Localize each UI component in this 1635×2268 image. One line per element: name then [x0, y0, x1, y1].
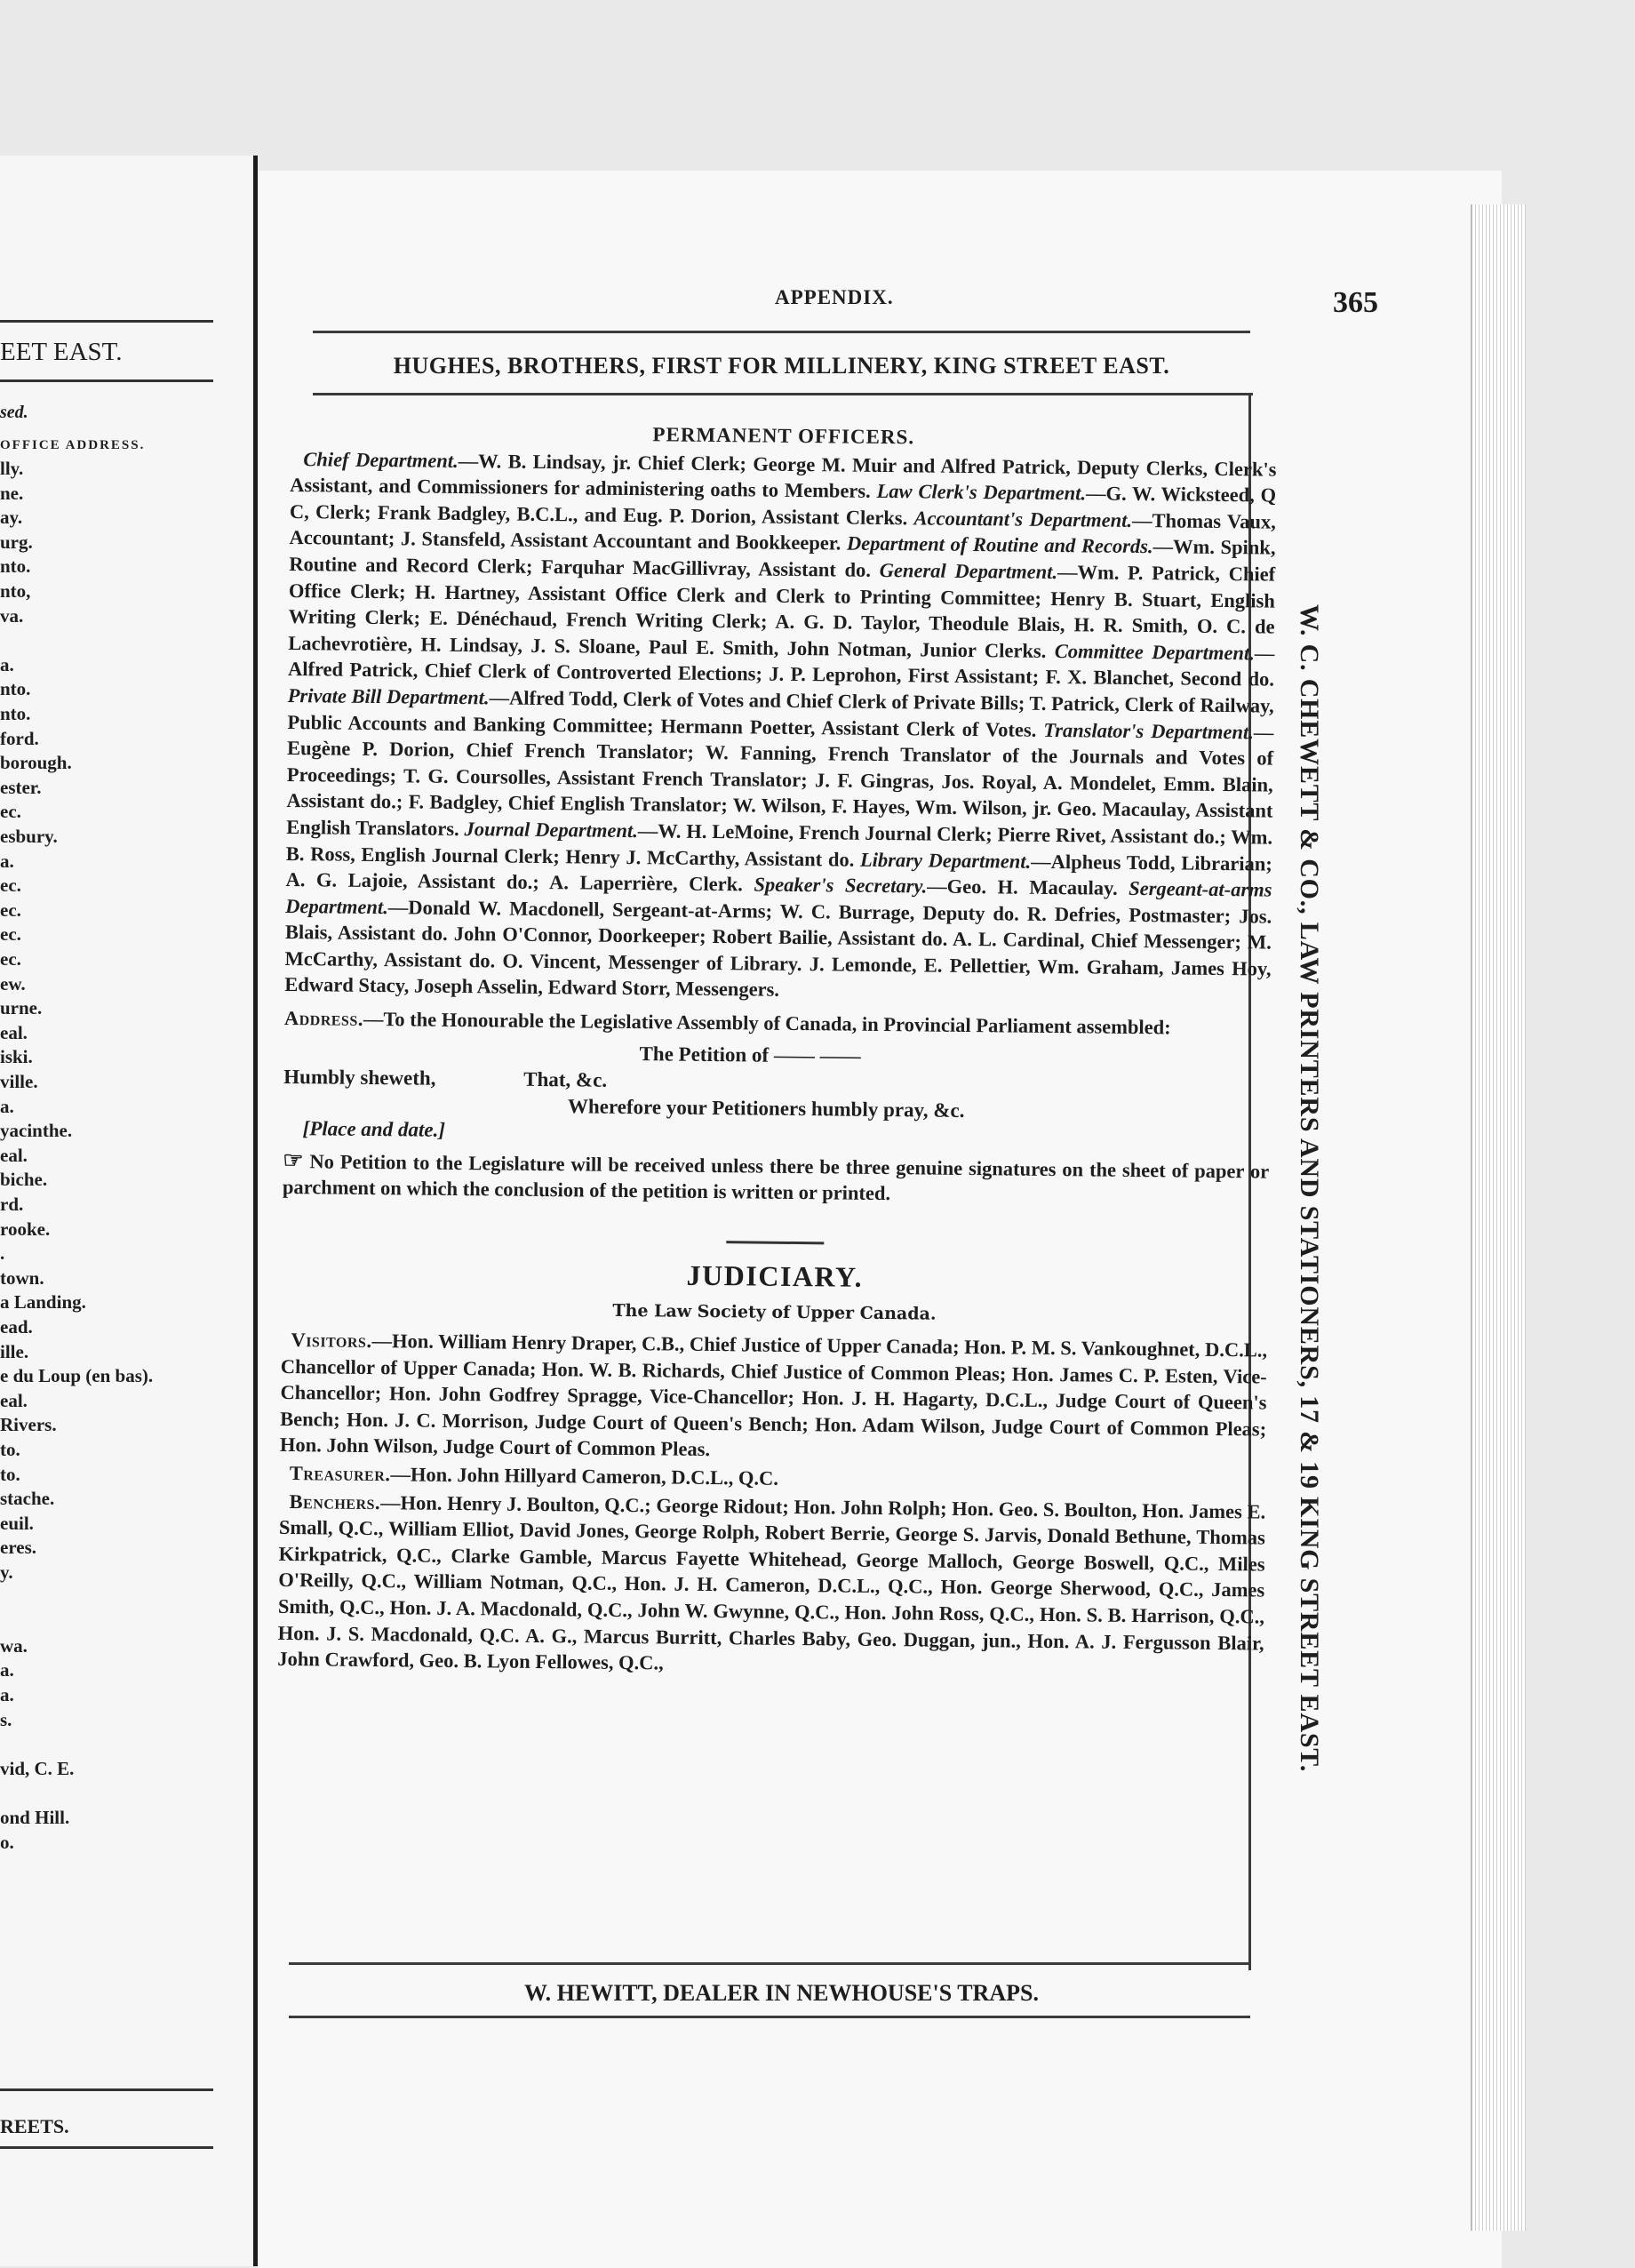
left-entry: s.: [0, 1708, 12, 1730]
left-entry: ec.: [0, 923, 21, 946]
page-content: [277, 418, 1277, 1682]
department-head: Translator's Department.: [1043, 718, 1254, 743]
visitors-head: Visitors.: [291, 1329, 372, 1353]
left-entry: nto.: [0, 678, 31, 700]
department-text: —Alfred Todd, Clerk of Votes and Chief Clerk of Private Bills; T. Patrick, Clerk of Railway, Public Accounts and Banking Committee; Hermann Poetter, Assistant Clerk of Votes.: [287, 686, 1274, 741]
petition-of: The Petition of —— ——: [639, 1042, 861, 1067]
treasurer-head: Treasurer.: [289, 1462, 391, 1486]
left-entry: rd.: [0, 1194, 24, 1215]
left-entry: borough.: [0, 752, 72, 774]
humbly-sheweth: Humbly sheweth,: [283, 1065, 436, 1090]
left-entry: ec.: [0, 801, 21, 823]
law-society-title: The Law Society of Upper Canada.: [612, 1301, 937, 1325]
left-page-subheader: sed.: [0, 403, 28, 422]
left-column-header: OFFICE ADDRESS.: [0, 438, 146, 452]
left-entry: eal.: [0, 1389, 28, 1411]
left-entry: ford.: [0, 727, 39, 749]
department-text: —Wm. Spink, Routine and Record Clerk; Farquhar MacGillivray, Assistant do.: [289, 535, 1276, 581]
left-entry: va.: [0, 604, 24, 627]
left-entry: .: [0, 1242, 5, 1265]
permanent-officers-title: PERMANENT OFFICERS.: [652, 423, 915, 449]
left-entry: nto.: [0, 555, 31, 578]
benchers-paragraph: [277, 1489, 1265, 1683]
petition-form: [283, 1032, 1271, 1149]
visitors-text: —Hon. William Henry Draper, C.B., Chief Justice of Upper Canada; Hon. P. M. S. Vankoughnet, D.C.L., Chancellor of Upper Canada; Hon. W. B. Richards, Chief Justice of Common Pleas; Hon. James C. P. Esten, Vice-Chancellor; Hon. John Godfrey Spragge, Vice-Chancellor; Hon. J. H. Hagarty, D.C.L., Judge Court of Queen's Bench; Hon. J. C. Morrison, Judge Court of Queen's Bench; Hon. Adam Wilson, Judge Court of Common Pleas; Hon. John Wilson, Judge Court of Common Pleas.: [279, 1330, 1268, 1461]
left-entry: e du Loup (en bas).: [0, 1365, 154, 1387]
left-entry: esbury.: [0, 826, 58, 847]
page-number: 365: [1333, 286, 1378, 319]
left-entry: yacinthe.: [0, 1120, 73, 1142]
left-entry: o.: [0, 1831, 14, 1853]
judiciary-title: JUDICIARY.: [686, 1258, 864, 1293]
left-entry: ester.: [0, 776, 42, 798]
left-entry: urne.: [0, 997, 43, 1019]
left-entry: urg.: [0, 531, 33, 553]
left-entry: lly.: [0, 458, 24, 479]
visitors-paragraph: [280, 1327, 1267, 1469]
department-text: —Geo. H. Macaulay.: [927, 874, 1129, 899]
left-entry: y.: [0, 1561, 13, 1583]
place-and-date: [Place and date.]: [302, 1116, 446, 1141]
department-head: Journal Department.: [464, 817, 638, 843]
bottom-rule: [289, 2016, 1250, 2018]
department-head: Committee Department.: [1054, 639, 1255, 665]
left-page-header: EET EAST.: [0, 338, 123, 366]
left-entry: ec.: [0, 898, 21, 921]
left-entry: to.: [0, 1439, 20, 1460]
left-entry: ec.: [0, 874, 21, 897]
department-head: Sergeant-at-arms Department.: [285, 877, 1272, 918]
left-entry: to.: [0, 1463, 20, 1485]
left-entry: ond Hill.: [0, 1807, 70, 1828]
department-text: —W. B. Lindsay, jr. Chief Clerk; George M. Muir and Alfred Patrick, Deputy Clerks, Clerk's Assistant, and Commissioners for administering oaths to Members.: [290, 449, 1277, 503]
petition-note: [283, 1147, 1270, 1211]
running-head: APPENDIX.: [775, 286, 894, 308]
left-entry: eal.: [0, 1144, 28, 1166]
department-head: Speaker's Secretary.: [754, 873, 928, 898]
left-entry: ille.: [0, 1340, 29, 1362]
left-entry: wa.: [0, 1634, 28, 1657]
left-entry: ne.: [0, 482, 24, 504]
left-entry: a.: [0, 653, 14, 675]
left-top-rule: [0, 320, 213, 323]
left-entry: iski.: [0, 1046, 33, 1068]
left-entry: a.: [0, 1684, 14, 1705]
left-entry: ead.: [0, 1316, 33, 1338]
wherefore: Wherefore your Petitioners humbly pray, &c.: [567, 1094, 965, 1122]
left-entry: ec.: [0, 948, 21, 970]
left-entry: Rivers.: [0, 1414, 57, 1436]
that-etc: That, &c.: [523, 1067, 608, 1091]
left-entry: euil.: [0, 1512, 34, 1534]
department-head: General Department.: [879, 558, 1058, 584]
benchers-head: Benchers.: [289, 1489, 381, 1513]
left-entry: a.: [0, 850, 14, 872]
left-entry: a.: [0, 1095, 14, 1117]
page-edge: [1471, 204, 1526, 2231]
left-entry: nto,: [0, 580, 31, 602]
left-bottom-rule: [0, 2146, 213, 2149]
department-text: —G. W. Wicksteed, Q C, Clerk; Frank Badgley, B.C.L., and Eug. P. Dorion, Assistant Clerks.: [289, 482, 1277, 530]
department-text: —W. H. LeMoine, French Journal Clerk; Pierre Rivet, Assistant do.; Wm. B. Ross, English Journal Clerk; Henry J. McCarthy, Assistant do.: [285, 819, 1273, 871]
left-footer-rule: [0, 2088, 213, 2091]
left-entry: ay.: [0, 507, 23, 529]
left-entry: a.: [0, 1659, 14, 1681]
department-head: Private Bill Department.: [287, 683, 490, 709]
department-text: —Eugène P. Dorion, Chief French Translator; W. Fanning, French Translator of the Journals and Votes of Proceedings; T. G. Coursolles, Assistant French Translator; J. F. Gingras, Jos. Royal, A. Mondelet, Emm. Blain, Assistant do.; F. Badgley, Chief English Translator; W. Wilson, F. Hayes, Wm. Wilson, jr. Geo. Macaulay, Assistant English Translators.: [286, 720, 1274, 840]
section-divider: [726, 1241, 824, 1244]
department-head: Accountant's Department.: [913, 507, 1133, 531]
permanent-officers-text: [284, 446, 1276, 1009]
left-header-rule: [0, 379, 213, 382]
address-text: —To the Honourable the Legislative Assembly of Canada, in Provincial Parliament assembled:: [363, 1007, 1171, 1039]
bottom-advertisement: W. HEWITT, DEALER IN NEWHOUSE'S TRAPS.: [524, 1980, 1039, 2006]
benchers-text: —Hon. Henry J. Boulton, Q.C.; George Ridout; Hon. John Rolph; Hon. Geo. S. Boulton, Hon. James E. Small, Q.C., William Elliot, David Jones, George Rolph, Robert Berrie, George S. Jarvis, Donald Bethune, Thomas Kirkpatrick, Q.C., Clarke Gamble, Marcus Fayette Whitehead, George Malloch, George Boswell, Q.C., Miles O'Reilly, Q.C., William Notman, Q.C., Hon. J. H. Cameron, D.C.L., Q.C., Hon. George Sherwood, Q.C., James Smith, Q.C., Hon. J. A. Macdonald, Q.C., John W. Gwynne, Q.C., Hon. John Ross, Q.C., Hon. S. B. Harrison, Q.C., Hon. J. S. Macdonald, Q.C. A. G., Marcus Burritt, Charles Baby, Geo. Duggan, jun., Hon. A. J. Fergusson Blair, John Crawford, Geo. B. Lyon Fellowes, Q.C.,: [277, 1490, 1266, 1674]
pointing-hand-icon: ☞: [283, 1146, 304, 1173]
box-top-rule: [313, 393, 1253, 395]
department-head: Department of Routine and Records.: [846, 531, 1153, 558]
department-text: —Alfred Patrick, Chief Clerk of Controverted Elections; J. P. Leprohon, First Assistant; F. X. Blanchet, Second do.: [287, 642, 1275, 691]
left-entry: eal.: [0, 1021, 28, 1043]
top-rule: [313, 331, 1250, 333]
left-page-footer: REETS.: [0, 2115, 69, 2137]
treasurer-text: —Hon. John Hillyard Cameron, D.C.L., Q.C.: [390, 1463, 779, 1489]
left-entry: eres.: [0, 1537, 37, 1559]
left-entry: town.: [0, 1266, 44, 1289]
left-entry: vid, C. E.: [0, 1757, 75, 1779]
left-entry: a Landing.: [0, 1291, 86, 1314]
department-head: Law Clerk's Department.: [876, 480, 1087, 505]
left-entry: ew.: [0, 972, 26, 994]
note-text: No Petition to the Legislature will be received unless there be three genuine signatures on the sheet of paper or parchment on which the conclusion of the petition is written or printed.: [282, 1149, 1270, 1205]
top-advertisement: HUGHES, BROTHERS, FIRST FOR MILLINERY, KING STREET EAST.: [393, 353, 1170, 379]
department-head: Library Department.: [859, 848, 1032, 873]
address-head: Address.: [283, 1007, 364, 1030]
department-text: —Alpheus Todd, Librarian; A. G. Lajoie, Assistant do.; A. Laperrière, Clerk.: [285, 850, 1272, 896]
left-page: [0, 156, 258, 2266]
left-entry: rooke.: [0, 1218, 51, 1240]
left-entry: biche.: [0, 1169, 48, 1191]
left-entry: stache.: [0, 1488, 55, 1510]
left-entry: nto.: [0, 703, 31, 724]
department-head: Chief Department.: [303, 447, 459, 472]
box-bottom-rule: [289, 1962, 1250, 1965]
department-text: —Donald W. Macdonell, Sergeant-at-Arms; W. C. Burrage, Deputy do. R. Defries, Postmaster; Jos. Blais, Assistant do. John O'Connor, Doorkeeper; Robert Bailie, Assistant do. A. L. Cardinal, Chief Messenger; M. McCarthy, Assistant do. O. Vincent, Messenger of Library. J. Lemonde, E. Pellettier, Wm. Graham, James Hoy, Edward Stacy, Joseph Asselin, Edward Storr, Messengers.: [284, 895, 1272, 1002]
left-entry: ville.: [0, 1071, 38, 1092]
department-text: —Thomas Vaux, Accountant; J. Stansfeld, Assistant Accountant and Bookkeeper.: [289, 508, 1276, 555]
side-advertisement: W. C. CHEWETT & CO., LAW PRINTERS AND STATIONERS, 17 & 19 KING STREET EAST.: [1295, 604, 1324, 1773]
department-text: —Wm. P. Patrick, Chief Office Clerk; H. Hartney, Assistant Office Clerk and Clerk to Printing Committee; Henry B. Stuart, English Writing Clerk; E. Dénéchaud, French Writing Clerk; A. G. D. Taylor, Theodule Blais, H. R. Smith, O. C. de Lachevrotière, H. Lindsay, J. S. Sloane, Paul E. Smith, John Notman, Junior Clerks.: [288, 561, 1276, 662]
